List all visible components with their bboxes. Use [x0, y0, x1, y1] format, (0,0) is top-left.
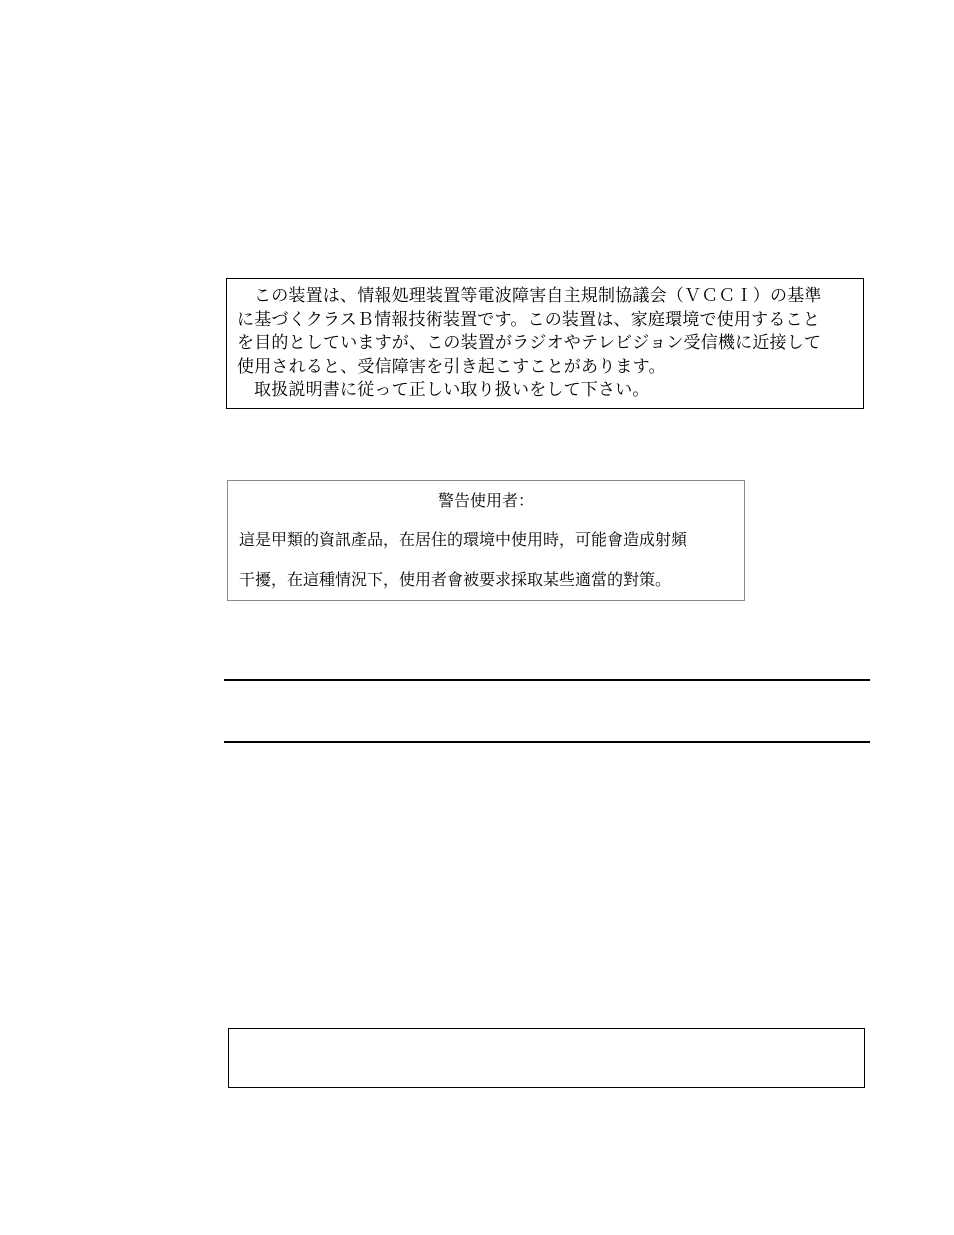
horizontal-rule-bottom [224, 741, 870, 743]
vcci-notice-line: 使用されると、受信障害を引き起こすことがあります。 [237, 356, 666, 377]
bsmi-warning-title: 警告使用者： [437, 491, 534, 510]
vcci-notice-line: を目的としていますが、この装置がラジオやテレビジョン受信機に近接して [237, 333, 822, 353]
vcci-notice-line: 取扱説明書に従って正しい取り扱いをして下さい。 [254, 380, 650, 400]
horizontal-rule-top [224, 679, 870, 681]
vcci-notice-box [226, 278, 864, 409]
empty-notice-box [228, 1028, 865, 1088]
vcci-notice-line: この装置は、情報処理装置等電波障害自主規制協議会（ＶＣＣＩ）の基準 [254, 286, 822, 306]
bsmi-warning-box [227, 480, 745, 601]
bsmi-warning-line: 干擾，在這種情況下，使用者會被要求採取某些適當的對策。 [239, 570, 672, 589]
vcci-notice-line: に基づくクラスＢ情報技術装置です。この装置は、家庭環境で使用すること [237, 309, 820, 330]
bsmi-warning-line: 這是甲類的資訊產品，在居住的環境中使用時，可能會造成射頻 [239, 530, 688, 549]
